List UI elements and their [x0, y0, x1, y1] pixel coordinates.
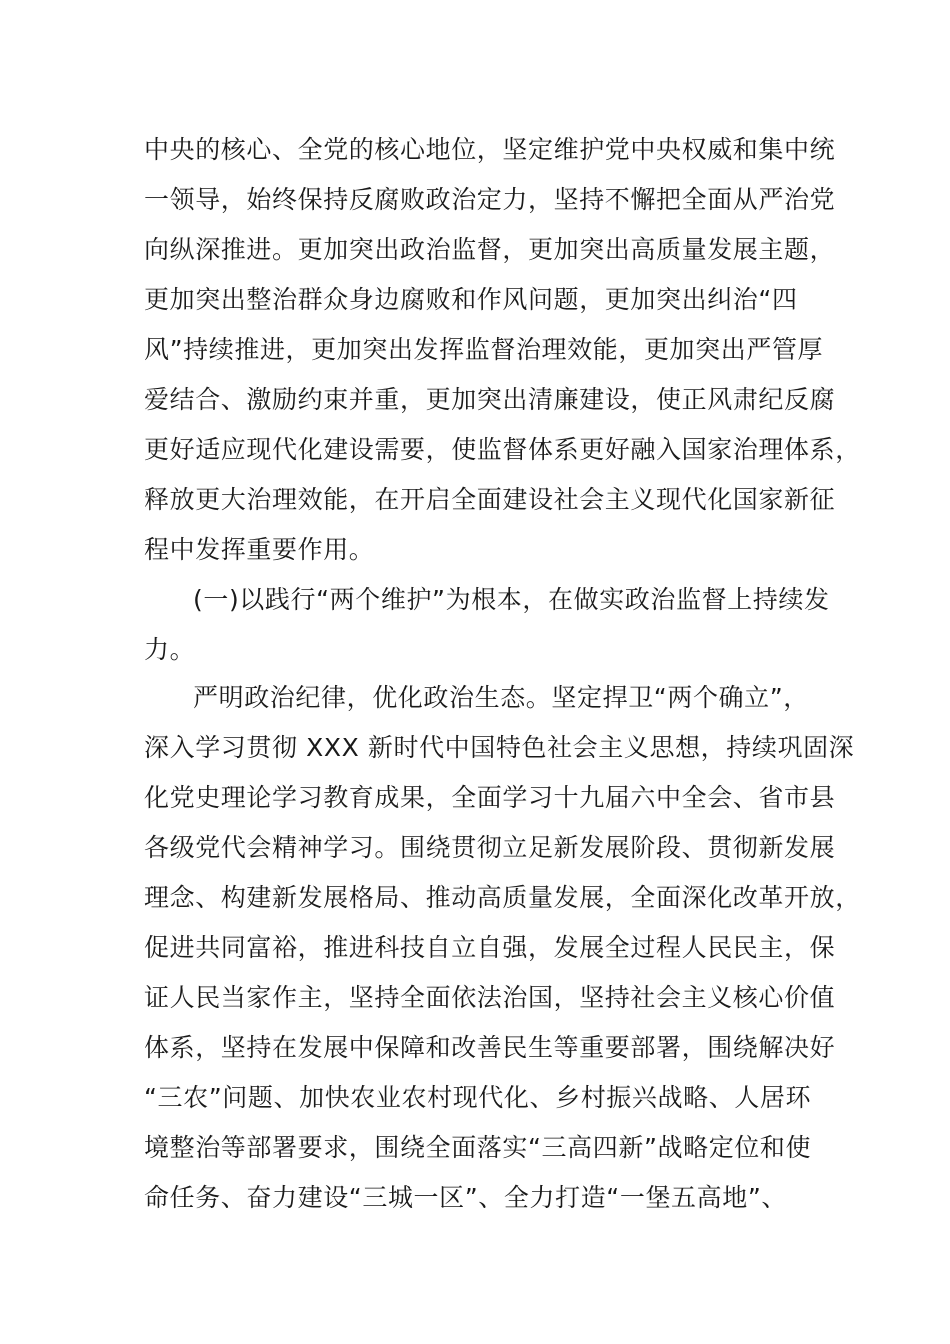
- text-line-6: 爱结合、激励约束并重，更加突出清廉建设，使正风肃纪反腐: [144, 385, 836, 414]
- text-line-8: 释放更大治理效能，在开启全面建设社会主义现代化国家新征: [144, 485, 836, 514]
- text-line-3: 向纵深推进。更加突出政治监督，更加突出高质量发展主题，: [144, 235, 836, 264]
- section-heading-line-1: (一)以践行“两个维护”为根本，在做实政治监督上持续发: [193, 585, 830, 614]
- text-line-9: 程中发挥重要作用。: [144, 535, 375, 564]
- text-line-19: 体系，坚持在发展中保障和改善民生等重要部署，围绕解决好: [144, 1033, 836, 1062]
- text-line-17: 促进共同富裕，推进科技自立自强，发展全过程人民民主，保: [144, 933, 836, 962]
- text-line-16: 理念、构建新发展格局、推动高质量发展，全面深化改革开放，: [144, 883, 861, 912]
- text-line-7: 更好适应现代化建设需要，使监督体系更好融入国家治理体系，: [144, 435, 861, 464]
- section-heading-line-2: 力。: [144, 635, 196, 664]
- text-line-14: 化党史理论学习教育成果，全面学习十九届六中全会、省市县: [144, 783, 836, 812]
- text-line-12: 严明政治纪律，优化政治生态。坚定捍卫“两个确立”，: [193, 683, 809, 712]
- text-line-20: “三农”问题、加快农业农村现代化、乡村振兴战略、人居环: [144, 1083, 812, 1112]
- text-line-2: 一领导，始终保持反腐败政治定力，坚持不懈把全面从严治党: [144, 185, 836, 214]
- text-line-22: 命任务、奋力建设“三城一区”、全力打造“一堡五高地”、: [144, 1183, 788, 1212]
- text-line-18: 证人民当家作主，坚持全面依法治国，坚持社会主义核心价值: [144, 983, 836, 1012]
- text-line-15: 各级党代会精神学习。围绕贯彻立足新发展阶段、贯彻新发展: [144, 833, 836, 862]
- text-line-13: 深入学习贯彻 XXX 新时代中国特色社会主义思想，持续巩固深: [144, 733, 855, 762]
- text-line-21: 境整治等部署要求，围绕全面落实“三高四新”战略定位和使: [144, 1133, 812, 1162]
- text-line-4: 更加突出整治群众身边腐败和作风问题，更加突出纠治“四: [144, 285, 798, 314]
- text-line-1: 中央的核心、全党的核心地位，坚定维护党中央权威和集中统: [144, 135, 836, 164]
- text-line-5: 风”持续推进，更加突出发挥监督治理效能，更加突出严管厚: [144, 335, 824, 364]
